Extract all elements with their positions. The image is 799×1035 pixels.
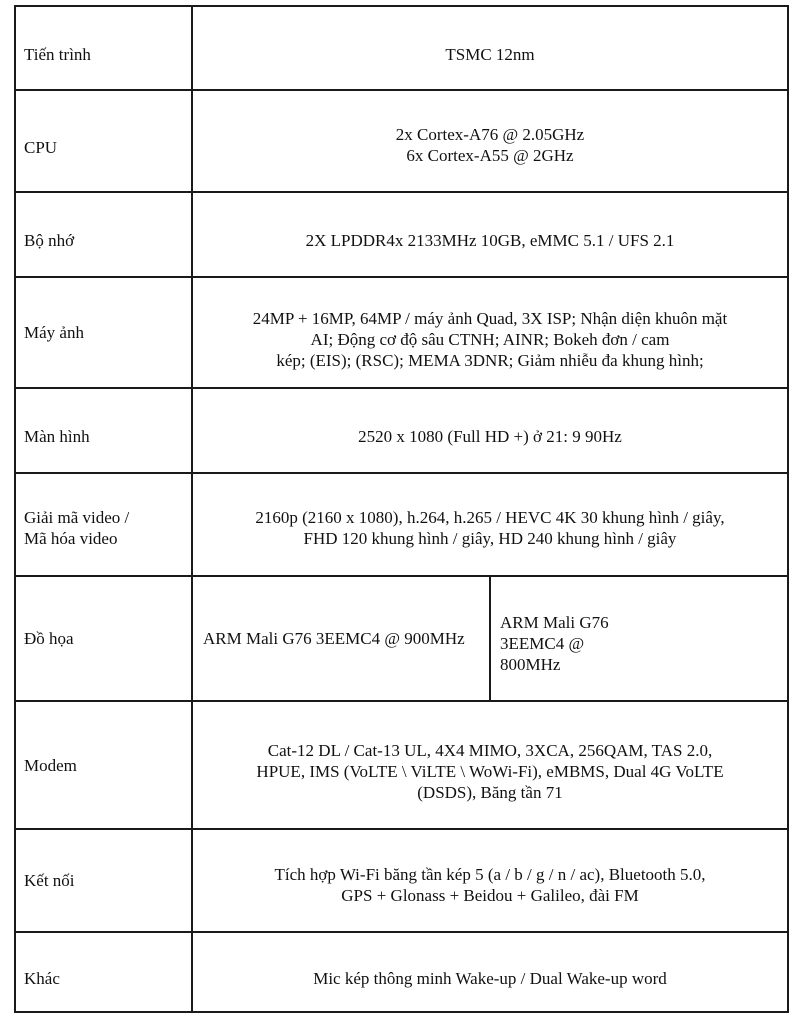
label-cell (15, 473, 192, 576)
label-cell (15, 388, 192, 473)
row-value-line: 3EEMC4 @ (500, 634, 585, 653)
value-cell (192, 192, 788, 277)
table-row (15, 6, 788, 90)
row-label: Đồ họa (24, 629, 74, 648)
table-row (15, 277, 788, 388)
table-row (15, 829, 788, 932)
row-label: Máy ảnh (24, 323, 84, 342)
value-cell (192, 388, 788, 473)
row-value-line: HPUE, IMS (VoLTE \ ViLTE \ WoWi-Fi), eMBMS, Dual 4G VoLTE (256, 761, 724, 781)
row-value-line: FHD 120 khung hình / giây, HD 240 khung hình / giây (303, 528, 677, 548)
row-label: Kết nối (24, 871, 75, 890)
row-value-line: 6x Cortex-A55 @ 2GHz (406, 146, 574, 165)
row-label: Tiến trình (24, 44, 91, 64)
row-label-line: Mã hóa video (24, 528, 118, 548)
table-row (15, 388, 788, 473)
row-label: Modem (24, 755, 77, 775)
row-value-line: Cat-12 DL / Cat-13 UL, 4X4 MIMO, 3XCA, 256QAM, TAS 2.0, (267, 740, 713, 760)
row-value-line: AI; Động cơ độ sâu CTNH; AINR; Bokeh đơn / cam (310, 330, 670, 349)
row-value-line: 2520 x 1080 (Full HD +) ở 21: 9 90Hz (358, 427, 622, 446)
value-cell (192, 829, 788, 932)
row-value-line: (DSDS), Băng tần 71 (417, 782, 563, 802)
table-row (15, 576, 788, 701)
row-value-line: 2X LPDDR4x 2133MHz 10GB, eMMC 5.1 / UFS 2.1 (305, 231, 675, 250)
table-row (15, 701, 788, 829)
value-cell (192, 473, 788, 576)
value-cell (192, 701, 788, 829)
label-cell (15, 701, 192, 829)
row-value-line: 24MP + 16MP, 64MP / máy ảnh Quad, 3X ISP; Nhận diện khuôn mặt (252, 309, 728, 328)
value-cell (192, 277, 788, 388)
row-value-line: Tích hợp Wi-Fi băng tần kép 5 (a / b / g / n / ac), Bluetooth 5.0, (274, 864, 706, 884)
value-cell (192, 932, 788, 1012)
spec-table (14, 5, 789, 1013)
table-row (15, 473, 788, 576)
row-label: CPU (24, 137, 58, 157)
table-row (15, 90, 788, 192)
row-label: Bộ nhớ (24, 231, 75, 250)
label-cell (15, 90, 192, 192)
table-row (15, 192, 788, 277)
value-cell-secondary (490, 576, 788, 701)
row-label: Màn hình (24, 427, 90, 446)
row-value-line: 2160p (2160 x 1080), h.264, h.265 / HEVC 4K 30 khung hình / giây, (255, 507, 725, 527)
row-value-line: 2x Cortex-A76 @ 2.05GHz (395, 125, 585, 144)
label-cell (15, 576, 192, 701)
row-value-line: GPS + Glonass + Beidou + Galileo, đài FM (341, 885, 639, 905)
row-label-line: Giải mã video / (24, 507, 130, 527)
row-value-line: ARM Mali G76 (500, 613, 609, 632)
row-value-line: TSMC 12nm (445, 44, 535, 64)
row-value-line: 800MHz (500, 655, 561, 674)
row-value-line: kép; (EIS); (RSC); MEMA 3DNR; Giảm nhiễu đa khung hình; (276, 351, 704, 370)
table-row (15, 932, 788, 1012)
label-cell (15, 277, 192, 388)
row-label: Khác (24, 968, 60, 988)
value-cell (192, 576, 490, 701)
row-value-line: Mic kép thông minh Wake-up / Dual Wake-up word (313, 968, 667, 988)
label-cell (15, 192, 192, 277)
label-cell (15, 6, 192, 90)
row-value-line: ARM Mali G76 3EEMC4 @ 900MHz (203, 629, 465, 648)
label-cell (15, 829, 192, 932)
value-cell (192, 6, 788, 90)
value-cell (192, 90, 788, 192)
label-cell (15, 932, 192, 1012)
